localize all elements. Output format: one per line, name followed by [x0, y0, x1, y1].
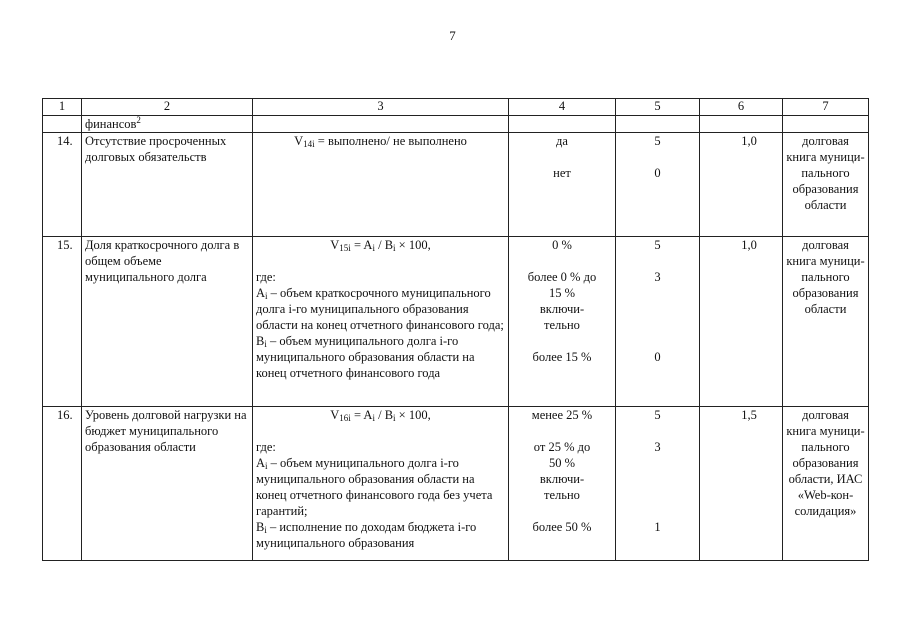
- score: 3: [654, 270, 661, 284]
- criterion: от 25 % до 50 % включи-тельно: [533, 440, 591, 502]
- criterion: менее 25 %: [531, 408, 593, 422]
- weight-cell: [700, 237, 783, 407]
- indicator-name: Отсутствие просроченных долговых обязательств: [82, 133, 253, 237]
- table-row-16: [43, 407, 869, 561]
- column-number: 2: [82, 99, 253, 116]
- score-cell: [616, 237, 700, 407]
- weight-cell: [700, 407, 783, 561]
- weight: 1,0: [741, 134, 757, 148]
- definition-a: $A_i$ – объем краткосрочного муниципального долга i-го муниципального образования области на конец отчетного финансового года;: [256, 286, 504, 332]
- criterion: нет: [553, 166, 571, 180]
- column-number: 6: [700, 99, 783, 116]
- continuation-cell: финансов$^2$: [82, 116, 253, 133]
- continuation-row: [43, 116, 869, 133]
- score: 1: [654, 520, 661, 534]
- source-cell: долговая книга муници-пального образования области, ИАС «Web-кон-солидация»: [783, 407, 869, 561]
- where-label: где:: [256, 440, 276, 454]
- weight-cell: [700, 133, 783, 237]
- formula-cell: [253, 237, 509, 407]
- score: 5: [654, 238, 661, 252]
- column-number: 4: [509, 99, 616, 116]
- table-row-15: [43, 237, 869, 407]
- score: 5: [654, 134, 661, 148]
- formula: $V_{15i} = A_i / B_i \times 100$,: [330, 238, 431, 253]
- criterion: более 15 %: [532, 350, 592, 364]
- criterion: 0 %: [552, 238, 572, 252]
- score: 0: [654, 166, 661, 180]
- score: 3: [654, 440, 661, 454]
- definition-b: $B_i$ – объем муниципального долга i-го муниципального образования области на конец отчетного финансового года: [256, 334, 475, 380]
- source-cell: долговая книга муници-пального образования области: [783, 133, 869, 237]
- row-number: 14.: [43, 133, 82, 237]
- indicators-table: [42, 98, 869, 561]
- criteria-cell: [509, 237, 616, 407]
- criterion: да: [556, 134, 568, 148]
- where-label: где:: [256, 270, 276, 284]
- row-number: 15.: [43, 237, 82, 407]
- page-number: 7: [449, 28, 456, 43]
- definition-a: $A_i$ – объем муниципального долга i-го муниципального образования области на конец отчетного финансового года без учета гарантий;: [256, 456, 493, 518]
- formula: $V_{14i}$ = выполнено/ не выполнено: [294, 134, 467, 149]
- definition-b: $B_i$ – исполнение по доходам бюджета i-го муниципального образования: [256, 520, 477, 550]
- formula: $V_{16i} = A_i / B_i \times 100$,: [330, 408, 431, 423]
- column-number: 5: [616, 99, 700, 116]
- criterion: более 0 % до 15 % включи-тельно: [527, 270, 597, 332]
- score-cell: [616, 407, 700, 561]
- criterion: более 50 %: [532, 520, 592, 534]
- criteria-cell: [509, 133, 616, 237]
- source-cell: долговая книга муници-пального образования области: [783, 237, 869, 407]
- table-row-14: [43, 133, 869, 237]
- criteria-cell: [509, 407, 616, 561]
- weight: 1,0: [741, 238, 757, 252]
- weight: 1,5: [741, 408, 757, 422]
- formula-cell: [253, 407, 509, 561]
- column-number: 7: [783, 99, 869, 116]
- formula-cell: [253, 133, 509, 237]
- indicator-name: Уровень долговой нагрузки на бюджет муниципального образования области: [82, 407, 253, 561]
- score: 5: [654, 408, 661, 422]
- score: 0: [654, 350, 661, 364]
- score-cell: [616, 133, 700, 237]
- column-number-row: [43, 99, 869, 116]
- column-number: 3: [253, 99, 509, 116]
- indicator-name: Доля краткосрочного долга в общем объеме муниципального долга: [82, 237, 253, 407]
- row-number: 16.: [43, 407, 82, 561]
- column-number: 1: [43, 99, 82, 116]
